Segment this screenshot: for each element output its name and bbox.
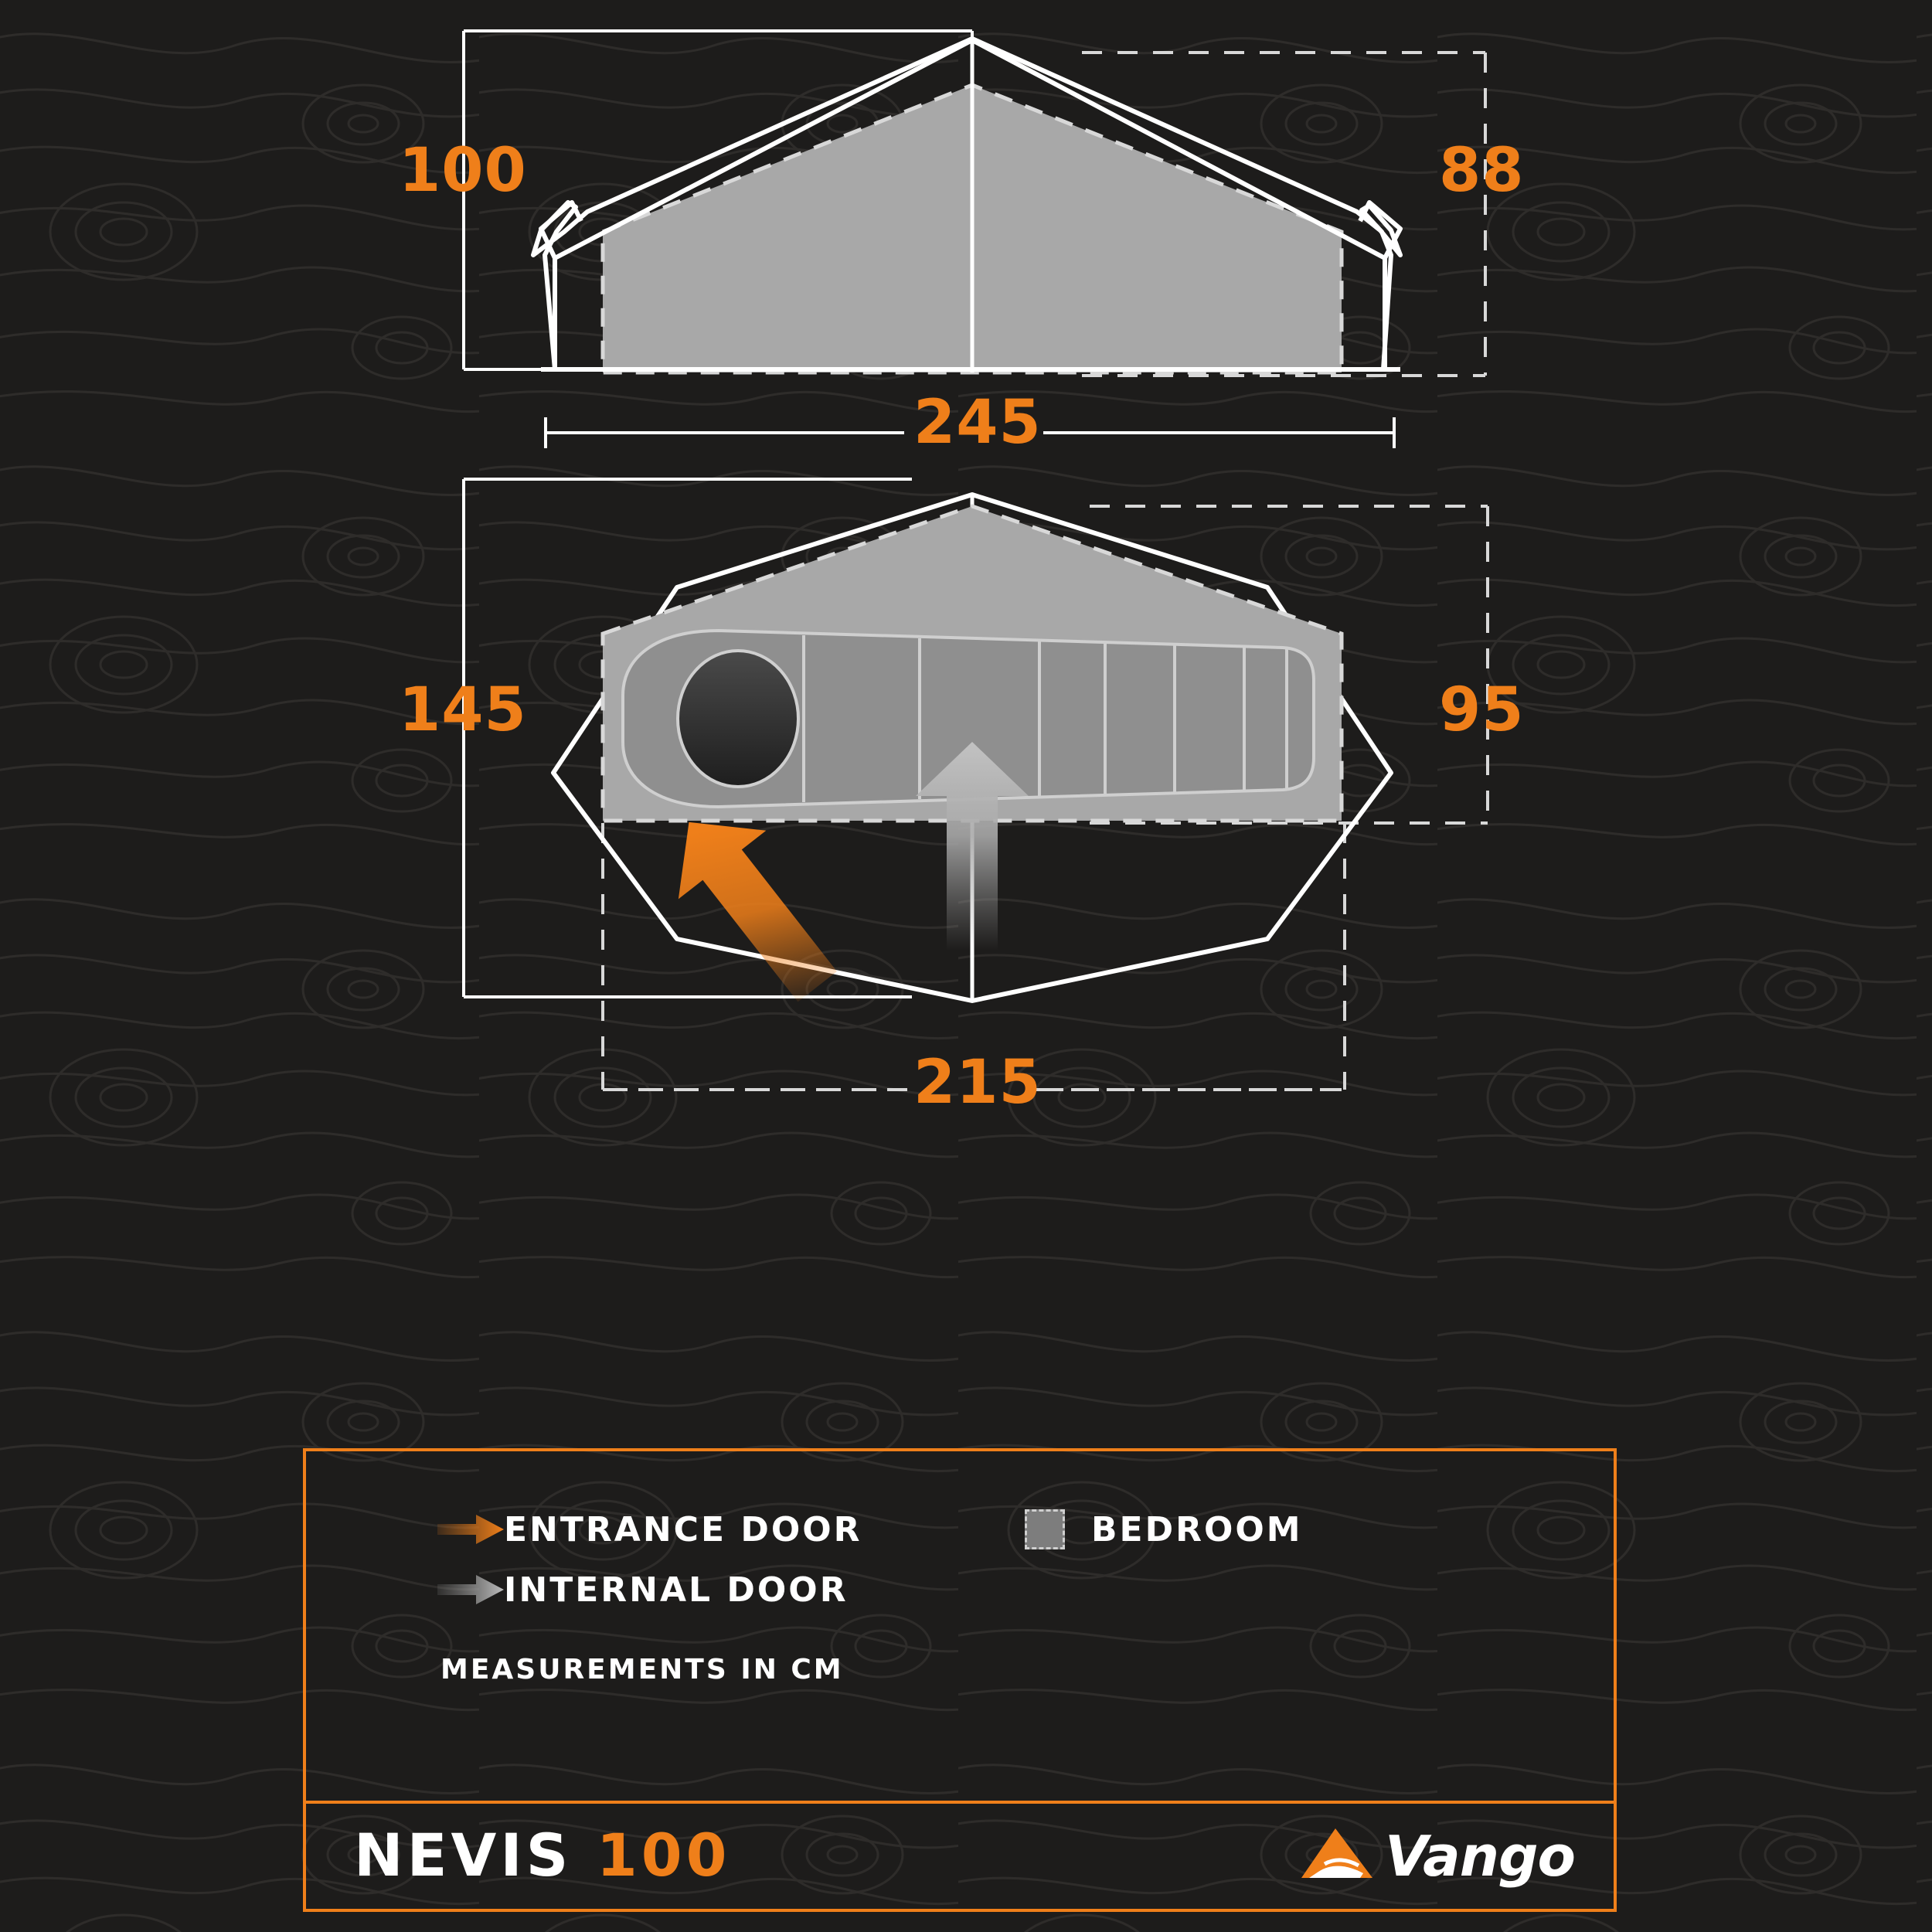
vango-mountain-icon [1295,1821,1380,1892]
legend-panel [303,1448,1617,1804]
dimension-label-height-front: 100 [399,136,527,206]
legend-label-bedroom: BEDROOM [1091,1509,1303,1549]
dimension-label-height-rear: 88 [1439,136,1525,206]
legend-item-bedroom [1025,1509,1612,1549]
dimension-label-length-total: 245 [913,388,1042,457]
legend-rows [437,1499,1612,1685]
entrance-door-arrow [645,788,862,1021]
legend-label-entrance-door: ENTRANCE DOOR [504,1509,862,1549]
plan-view [464,479,1488,1090]
dimension-label-bedroom-width: 95 [1439,675,1525,745]
orange-arrow-icon [437,1512,504,1547]
title-bar [303,1804,1617,1912]
product-title [354,1821,730,1889]
dimension-label-bedroom-length: 215 [913,1048,1042,1117]
brand-wordmark: Vango [1385,1824,1575,1889]
grey-arrow-icon [437,1572,504,1607]
brand-logo [1295,1821,1575,1892]
hood-opening [678,651,798,787]
product-name: NEVIS [354,1821,573,1889]
product-model: 100 [596,1821,731,1889]
legend-item-internal-door [437,1570,1025,1610]
legend-measurement-note: MEASUREMENTS IN CM [440,1654,844,1685]
elevation-view [464,31,1485,448]
legend-row-1 [437,1499,1612,1560]
legend-item-entrance-door [437,1510,1025,1549]
dimension-label-width-total: 145 [399,675,527,745]
legend-row-2 [437,1560,1612,1620]
bedroom-swatch-icon [1025,1509,1065,1549]
legend-label-internal-door: INTERNAL DOOR [504,1570,849,1610]
